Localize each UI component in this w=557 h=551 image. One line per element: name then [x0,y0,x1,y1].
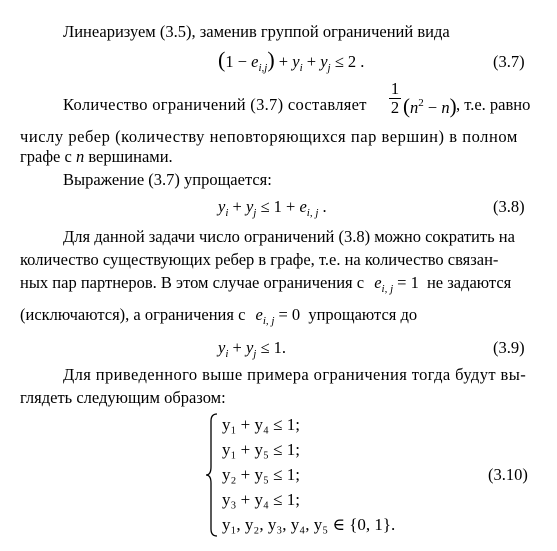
text-line-10: Для приведенного выше примера ограничения тогда будут вы- [63,365,527,384]
text-line-4 [20,147,173,167]
system-row-1: y₁ + y₄ ≤ 1; [222,415,300,434]
text-line-4b: вершинами. [88,147,173,166]
text-line-2b: , т.е. равно [456,95,531,114]
equation-number-3-8: (3.8) [493,197,525,216]
text-line-7: количество существующих ребер в графе, т.е. на количество связан- [20,250,499,269]
system-row-5: y₁, y₂, y₃, y₄, y₅ ∈ {0, 1}. [222,515,396,534]
system-row-2: y₁ + y₅ ≤ 1; [222,440,300,459]
system-brace [205,413,215,535]
equation-number-3-7: (3.7) [493,52,525,71]
equation-3-7: $(1 - e_{i,j}) + y_i + y_j \le 2$ . [218,47,365,74]
text-line-9: (исключаются), а ограничения с $e_{i, j} = 0$ упрощаются до [20,305,418,327]
text-line-3: числу ребер (количеству неповторяющихся пар вершин) в полном [20,127,518,146]
equation-3-9: $y_i + y_j \le 1$. [218,338,287,360]
var-n: n [75,147,85,166]
text-line-9a: (исключаются), а ограничения с [20,305,246,324]
equation-3-8: $y_i + y_j \le 1 + e_{i, j}$ . [218,197,327,219]
text-line-8: ных пар партнеров. В этом случае ограничения с $e_{i, j} = 1$ не задаются [20,273,512,295]
text-line-2a: Количество ограничений (3.7) составляет [63,95,367,114]
text-line-11: глядеть следующим образом: [20,388,226,407]
text-line-5: Выражение (3.7) упрощается: [63,170,272,189]
text-line-6: Для данной задачи число ограничений (3.8) можно сократить на [63,227,515,246]
brace-icon [205,413,219,537]
equation-number-3-9: (3.9) [493,338,525,357]
fraction-denominator: 2 [390,98,400,117]
condition-equals-zero: = 0 [278,305,301,324]
fraction [389,80,401,117]
text-line-1: Линеаризуем (3.5), заменив группой ограничений вида [63,22,450,41]
fraction-rest: $(n^2 - n)$ [403,94,457,118]
condition-equals-one: = 1 [397,273,419,292]
system-row-3: y₂ + y₅ ≤ 1; [222,465,300,484]
text-line-9b: упрощаются до [308,305,418,324]
equation-number-3-10: (3.10) [488,465,528,484]
text-line-4a: графе с [20,147,72,166]
text-line-8b: не задаются [426,273,512,292]
system-row-4: y₃ + y₄ ≤ 1; [222,490,300,509]
fraction-numerator: 1 [390,79,400,98]
text-line-8a: ных пар партнеров. В этом случае ограничения с [20,273,365,292]
